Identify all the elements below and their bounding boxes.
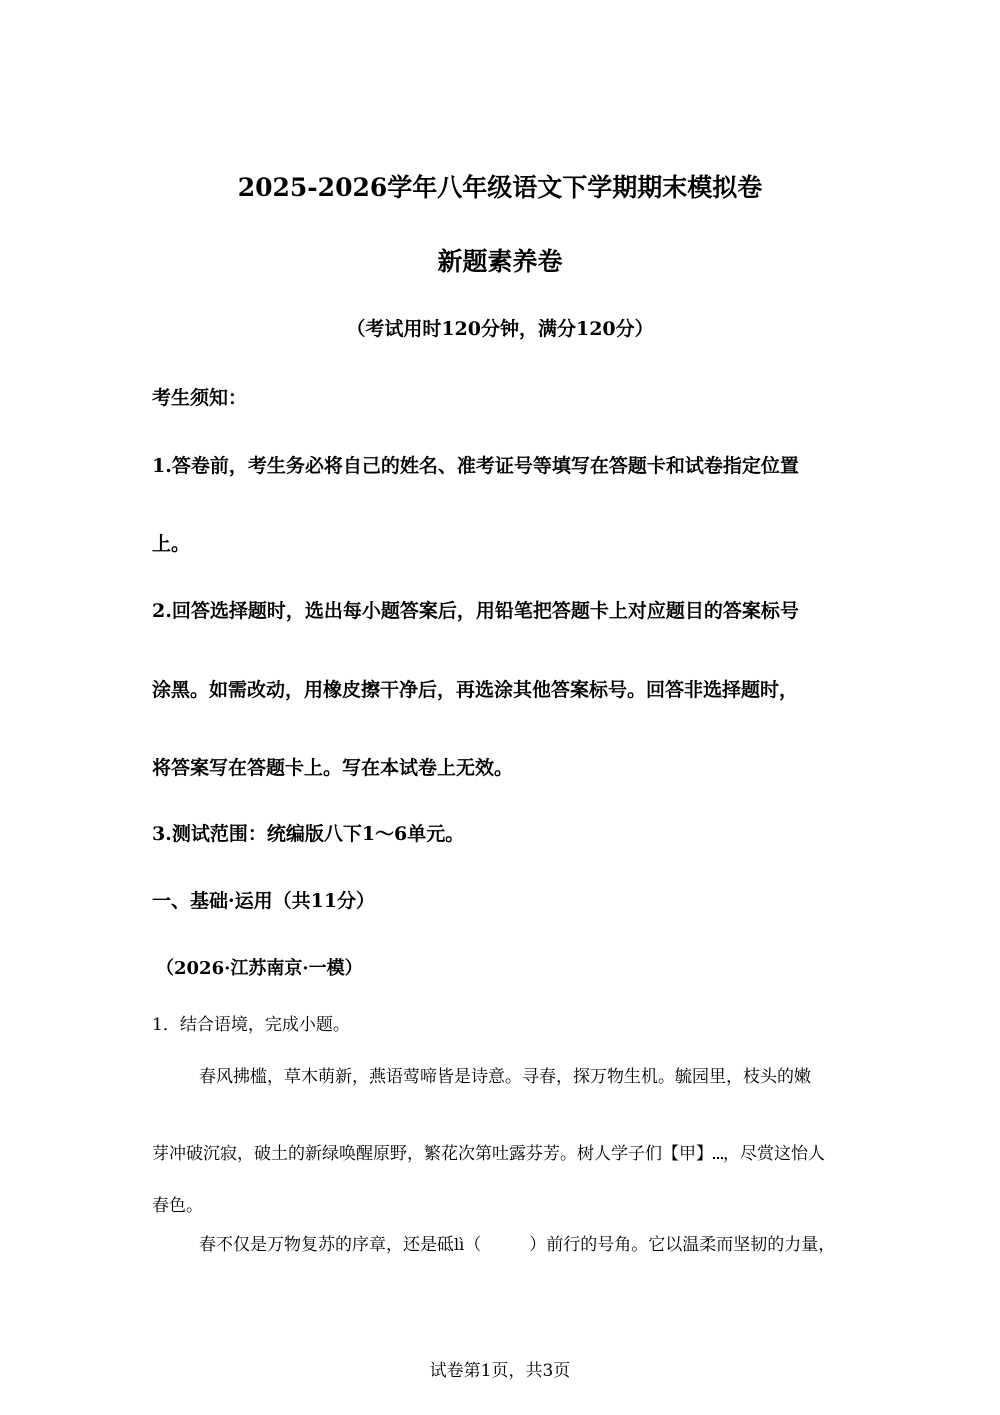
answer-blank-right-paren: ） — [529, 1235, 547, 1255]
exam-title: 2025-2026学年八年级语文下学期期末模拟卷 — [237, 173, 763, 202]
question-1-stem: 1．结合语境，完成小题。 — [152, 1015, 350, 1035]
passage-text: 芽冲破沉寂，破土的新绿唤醒原野，繁花次第吐露芬芳。树人学子们【甲】 — [152, 1144, 713, 1164]
page-footer: 试卷第1页，共3页 — [429, 1361, 571, 1381]
passage-text: 前行的号角。它以温柔而坚韧的力量， — [546, 1235, 836, 1255]
answer-blank-jia[interactable] — [713, 1147, 723, 1159]
passage-text: 春不仅是万物复苏的序章，还是砥 — [199, 1235, 454, 1255]
notice-item-1-line-1: 1.答卷前，考生务必将自己的姓名、准考证号等填写在答题卡和试卷指定位置 — [152, 455, 799, 477]
passage-text: ，尽赏这怡人 — [723, 1144, 825, 1164]
notice-item-3: 3.测试范围：统编版八下1～6单元。 — [152, 823, 465, 845]
question-source: （2026·江苏南京·一模） — [156, 958, 363, 979]
notice-item-2-line-2: 涂黑。如需改动，用橡皮擦干净后，再选涂其他答案标号。回答非选择题时， — [152, 679, 799, 701]
section-1-heading: 一、基础·运用（共11分） — [152, 890, 376, 912]
passage-paragraph-1-line-3: 春色。 — [152, 1196, 203, 1216]
notice-item-1-line-2: 上。 — [152, 533, 191, 555]
notice-item-2-line-3: 将答案写在答题卡上。写在本试卷上无效。 — [152, 757, 514, 779]
exam-duration-score: （考试用时120分钟，满分120分） — [346, 318, 654, 340]
pinyin-hint: lì — [454, 1235, 465, 1254]
exam-subtitle: 新题素养卷 — [437, 247, 563, 276]
passage-paragraph-1-line-1: 春风拂槛，草木萌新，燕语莺啼皆是诗意。寻春，探万物生机。毓园里，枝头的嫩 — [199, 1067, 811, 1087]
notice-heading: 考生须知： — [152, 387, 248, 409]
passage-paragraph-2-line-1 — [199, 1230, 1000, 1255]
answer-blank-left-paren: （ — [464, 1235, 482, 1255]
notice-item-2-line-1: 2.回答选择题时，选出每小题答案后，用铅笔把答题卡上对应题目的答案标号 — [152, 600, 799, 622]
passage-paragraph-1-line-2 — [152, 1139, 1000, 1164]
